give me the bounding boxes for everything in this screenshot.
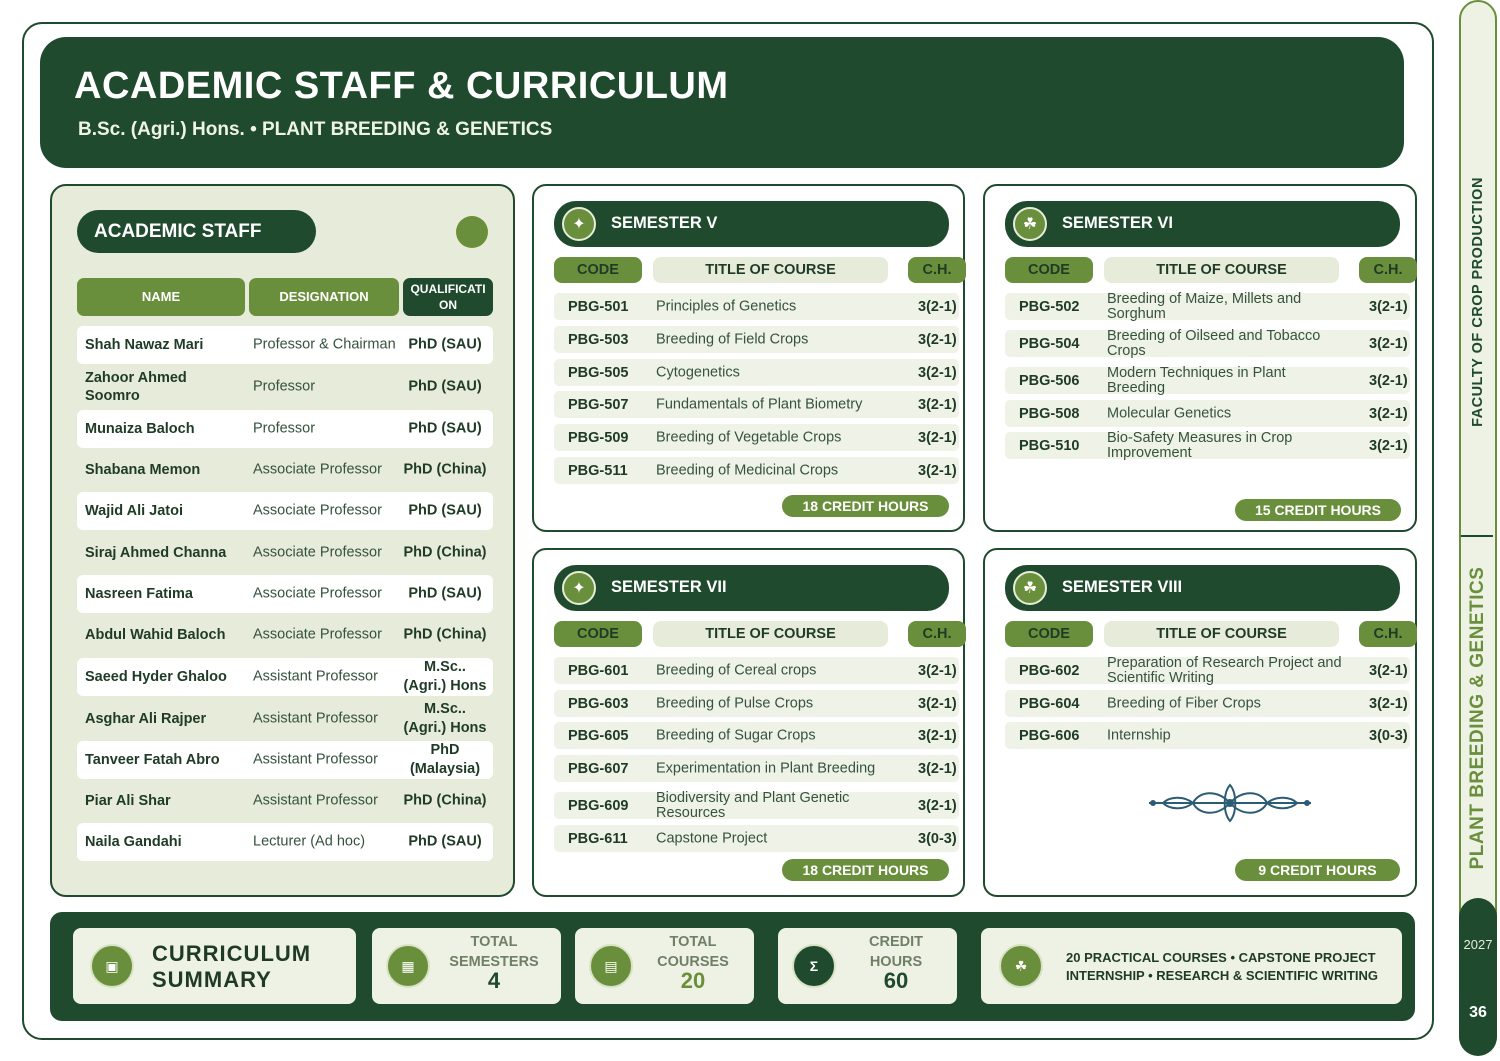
- staff-designation: Professor & Chairman: [253, 336, 396, 353]
- features-line2: INTERNSHIP • RESEARCH & SCIENTIFIC WRITING: [1066, 968, 1378, 983]
- course-title: Capstone Project: [656, 830, 768, 846]
- column-header-name: NAME: [77, 278, 245, 316]
- course-row: [1005, 327, 1410, 359]
- course-ch: 3(2-1): [918, 760, 957, 777]
- course-ch: 3(2-1): [1369, 695, 1408, 712]
- course-ch: 3(2-1): [918, 396, 957, 413]
- course-title: Breeding of Oilseed and Tobacco Crops: [1107, 327, 1321, 359]
- staff-qualification: PhD (SAU): [408, 585, 482, 602]
- clover-icon: ☘: [1013, 571, 1047, 605]
- course-code: PBG-510: [1019, 437, 1080, 454]
- course-code: PBG-609: [568, 797, 629, 814]
- summary-title-line2: SUMMARY: [152, 967, 272, 992]
- staff-name: Wajid Ali Jatoi: [85, 503, 184, 519]
- course-code: PBG-507: [568, 396, 629, 413]
- semester-title: SEMESTER VIII: [1062, 578, 1183, 596]
- semester-title: SEMESTER VI: [1062, 214, 1173, 232]
- course-row: [554, 789, 959, 821]
- course-ch: 3(2-1): [1369, 437, 1408, 454]
- course-row: [554, 424, 959, 451]
- staff-qualification: M.Sc.. (Agri.) Hons: [403, 659, 487, 694]
- list-icon: ▤: [589, 944, 633, 988]
- grid-icon: ▦: [386, 944, 430, 988]
- table-row: [77, 451, 493, 489]
- course-row: [554, 293, 959, 320]
- column-header-ch: C.H.: [1359, 257, 1417, 283]
- course-ch: 3(0-3): [1369, 727, 1408, 744]
- column-header-title: TITLE OF COURSE: [1104, 621, 1339, 647]
- course-ch: 3(2-1): [918, 364, 957, 381]
- semesters-value: 4: [487, 968, 501, 993]
- course-row: [1005, 690, 1410, 717]
- course-ch: 3(2-1): [918, 695, 957, 712]
- credit-hours-badge: 18 CREDIT HOURS: [782, 495, 949, 517]
- table-row: [77, 658, 493, 696]
- course-ch: 3(2-1): [918, 797, 957, 814]
- courses-label-1: TOTAL: [669, 934, 717, 950]
- table-row: [77, 368, 493, 406]
- course-ch: 3(2-1): [918, 727, 957, 744]
- semester-viii-panel: [983, 548, 1417, 897]
- courses-label-2: COURSES: [657, 954, 729, 970]
- semester-header: [1005, 565, 1400, 611]
- course-code: PBG-509: [568, 429, 629, 446]
- course-title: Fundamentals of Plant Biometry: [656, 396, 863, 412]
- table-row: [77, 410, 493, 448]
- course-code: PBG-505: [568, 364, 629, 381]
- course-code: PBG-502: [1019, 298, 1080, 315]
- column-header-ch: C.H.: [1359, 621, 1417, 647]
- semesters-label-2: SEMESTERS: [449, 954, 539, 970]
- staff-qualification: PhD (SAU): [408, 502, 482, 519]
- semesters-label-1: TOTAL: [470, 934, 518, 950]
- table-row: [77, 534, 493, 572]
- staff-qualification: M.Sc.. (Agri.) Hons: [403, 701, 487, 736]
- side-divider: [1461, 535, 1493, 537]
- clover-icon: ☘: [999, 944, 1043, 988]
- staff-name: Saeed Hyder Ghaloo: [85, 669, 227, 685]
- column-header-designation: DESIGNATION: [249, 278, 399, 316]
- course-ch: 3(2-1): [1369, 298, 1408, 315]
- semester-vii-panel: [532, 548, 965, 897]
- course-ch: 3(2-1): [918, 462, 957, 479]
- staff-designation: Associate Professor: [253, 626, 382, 643]
- staff-qualification: PhD (China): [403, 461, 487, 478]
- table-row: [77, 741, 493, 779]
- course-title: Internship: [1107, 727, 1171, 743]
- course-code: PBG-511: [568, 462, 628, 479]
- course-code: PBG-606: [1019, 727, 1080, 744]
- staff-name: Asghar Ali Rajper: [85, 711, 207, 727]
- course-ch: 3(2-1): [1369, 405, 1408, 422]
- summary-title-card: [73, 928, 356, 1004]
- page-title: ACADEMIC STAFF & CURRICULUM: [74, 65, 729, 107]
- staff-qualification: PhD (China): [403, 626, 487, 643]
- course-title: Breeding of Sugar Crops: [656, 727, 816, 743]
- credit-hours-card: [778, 928, 957, 1004]
- semester-title: SEMESTER V: [611, 214, 718, 232]
- staff-qualification: PhD (SAU): [408, 378, 482, 395]
- staff-designation: Assistant Professor: [253, 710, 378, 727]
- staff-designation: Associate Professor: [253, 544, 382, 561]
- staff-designation: Lecturer (Ad hoc): [253, 833, 366, 850]
- course-ch: 3(2-1): [918, 429, 957, 446]
- staff-designation: Associate Professor: [253, 461, 382, 478]
- staff-designation: Professor: [253, 420, 316, 437]
- faculty-label: FACULTY OF CROP PRODUCTION: [1470, 177, 1486, 427]
- course-code: PBG-503: [568, 331, 629, 348]
- semester-header: [554, 201, 949, 247]
- table-row: [77, 616, 493, 654]
- table-row: [77, 492, 493, 530]
- semester-header: [1005, 201, 1400, 247]
- course-ch: 3(2-1): [1369, 662, 1408, 679]
- hours-label-2: HOURS: [869, 954, 923, 970]
- academic-staff-panel: [50, 184, 515, 897]
- course-row: [1005, 400, 1410, 427]
- staff-name: Shah Nawaz Mari: [85, 337, 204, 353]
- staff-qualification: PhD (SAU): [408, 833, 482, 850]
- course-code: PBG-611: [568, 830, 628, 847]
- course-row: [554, 391, 959, 418]
- column-header-title: TITLE OF COURSE: [653, 621, 888, 647]
- course-title: Breeding of Vegetable Crops: [656, 429, 842, 445]
- sigma-icon: Σ: [792, 944, 836, 988]
- column-header-title: TITLE OF COURSE: [1104, 257, 1339, 283]
- star-icon: ✦: [562, 571, 596, 605]
- course-code: PBG-504: [1019, 335, 1080, 352]
- course-code: PBG-501: [568, 298, 629, 315]
- course-row: [1005, 654, 1410, 686]
- staff-name: Abdul Wahid Baloch: [85, 627, 226, 643]
- course-title: Breeding of Maize, Millets and Sorghum: [1107, 290, 1302, 322]
- column-header-ch: C.H.: [908, 621, 966, 647]
- semester-header: [554, 565, 949, 611]
- staff-name: Munaiza Baloch: [85, 421, 195, 437]
- column-header-qualification: [403, 278, 493, 316]
- column-header-code: CODE: [1005, 257, 1093, 283]
- staff-name: Tanveer Fatah Abro: [85, 752, 220, 768]
- staff-designation: Assistant Professor: [253, 792, 378, 809]
- course-ch: 3(0-3): [918, 830, 957, 847]
- table-row: [77, 782, 493, 820]
- semester-vi-panel: [983, 184, 1417, 532]
- clover-icon: ☘: [1013, 207, 1047, 241]
- credit-hours-badge: 18 CREDIT HOURS: [782, 859, 949, 881]
- course-code: PBG-604: [1019, 695, 1080, 712]
- table-row: [77, 700, 493, 738]
- staff-designation: Professor: [253, 378, 316, 395]
- ornament-divider-icon: [1147, 781, 1313, 825]
- staff-heading: ACADEMIC STAFF: [77, 210, 316, 253]
- course-row: [554, 722, 959, 749]
- course-title: Bio-Safety Measures in Crop Improvement: [1107, 429, 1293, 461]
- year-pill: [1459, 898, 1497, 1056]
- staff-designation: Assistant Professor: [253, 751, 378, 768]
- column-header-code: CODE: [554, 621, 642, 647]
- course-ch: 3(2-1): [918, 298, 957, 315]
- staff-designation: Associate Professor: [253, 585, 382, 602]
- column-header-code: CODE: [554, 257, 642, 283]
- staff-designation: Associate Professor: [253, 502, 382, 519]
- course-code: PBG-601: [568, 662, 629, 679]
- staff-name: Zahoor Ahmed Soomro: [85, 370, 187, 404]
- course-title: Principles of Genetics: [656, 298, 797, 314]
- course-code: PBG-506: [1019, 372, 1080, 389]
- table-row: [77, 823, 493, 861]
- course-row: [554, 755, 959, 782]
- course-row: [1005, 429, 1410, 461]
- qual-header-line2: ON: [438, 298, 457, 312]
- summary-title-line1: CURRICULUM: [152, 941, 312, 966]
- course-code: PBG-607: [568, 760, 629, 777]
- star-icon: ✦: [562, 207, 596, 241]
- hours-label-1: CREDIT: [869, 934, 923, 950]
- course-title: Biodiversity and Plant Genetic Resources: [656, 789, 850, 821]
- course-row: [554, 359, 959, 386]
- course-ch: 3(2-1): [918, 662, 957, 679]
- column-header-code: CODE: [1005, 621, 1093, 647]
- table-row: [77, 575, 493, 613]
- course-code: PBG-508: [1019, 405, 1080, 422]
- course-title: Modern Techniques in Plant Breeding: [1107, 364, 1286, 396]
- header-banner: [40, 37, 1404, 168]
- course-row: [554, 457, 959, 484]
- features-card: [981, 928, 1402, 1004]
- staff-name: Siraj Ahmed Channa: [85, 545, 227, 561]
- column-header-title: TITLE OF COURSE: [653, 257, 888, 283]
- course-title: Preparation of Research Project and Scientific Writing: [1107, 654, 1342, 686]
- course-title: Cytogenetics: [656, 364, 740, 380]
- course-ch: 3(2-1): [918, 331, 957, 348]
- side-strip: [1459, 0, 1497, 1055]
- semester-v-panel: [532, 184, 965, 532]
- course-title: Breeding of Pulse Crops: [656, 695, 814, 711]
- staff-name: Naila Gandahi: [85, 834, 182, 850]
- course-row: [554, 657, 959, 684]
- page-number: 36: [1469, 1004, 1487, 1021]
- course-title: Breeding of Cereal crops: [656, 662, 817, 678]
- course-row: [554, 326, 959, 353]
- staff-designation: Assistant Professor: [253, 668, 378, 685]
- table-row: [77, 326, 493, 364]
- staff-qualification: PhD (China): [403, 792, 487, 809]
- total-courses-card: [575, 928, 754, 1004]
- staff-qualification: PhD (SAU): [408, 336, 482, 353]
- curriculum-summary-bar: [50, 912, 1415, 1021]
- staff-qualification: PhD (Malaysia): [409, 742, 481, 777]
- total-semesters-card: [372, 928, 561, 1004]
- courses-value: 20: [680, 968, 706, 993]
- department-label: PLANT BREEDING & GENETICS: [1467, 566, 1488, 870]
- semester-title: SEMESTER VII: [611, 578, 727, 596]
- course-code: PBG-603: [568, 695, 629, 712]
- course-row: [1005, 364, 1410, 396]
- course-row: [1005, 722, 1410, 749]
- staff-qualification: PhD (China): [403, 544, 487, 561]
- course-code: PBG-602: [1019, 662, 1080, 679]
- course-title: Molecular Genetics: [1107, 405, 1232, 421]
- features-line1: 20 PRACTICAL COURSES • CAPSTONE PROJECT: [1066, 950, 1376, 965]
- course-row: [1005, 290, 1410, 322]
- hours-value: 60: [883, 968, 909, 993]
- column-header-ch: C.H.: [908, 257, 966, 283]
- staff-qualification: PhD (SAU): [408, 420, 482, 437]
- staff-name: Nasreen Fatima: [85, 586, 193, 602]
- course-title: Breeding of Field Crops: [656, 331, 809, 347]
- staff-name: Piar Ali Shar: [85, 793, 171, 809]
- year-label: 2027: [1463, 937, 1493, 952]
- course-ch: 3(2-1): [1369, 372, 1408, 389]
- decorative-dot: [456, 216, 488, 248]
- credit-hours-badge: 9 CREDIT HOURS: [1235, 859, 1400, 881]
- course-row: [554, 825, 959, 852]
- page-subtitle: B.Sc. (Agri.) Hons. • PLANT BREEDING & GENETICS: [78, 119, 553, 140]
- qual-header-line1: QUALIFICATI: [410, 282, 486, 296]
- course-title: Breeding of Medicinal Crops: [656, 462, 839, 478]
- credit-hours-badge: 15 CREDIT HOURS: [1235, 499, 1401, 521]
- course-code: PBG-605: [568, 727, 629, 744]
- course-title: Breeding of Fiber Crops: [1107, 695, 1261, 711]
- course-ch: 3(2-1): [1369, 335, 1408, 352]
- course-row: [554, 690, 959, 717]
- course-title: Experimentation in Plant Breeding: [656, 760, 876, 776]
- staff-name: Shabana Memon: [85, 462, 201, 478]
- square-icon: ▣: [90, 944, 134, 988]
